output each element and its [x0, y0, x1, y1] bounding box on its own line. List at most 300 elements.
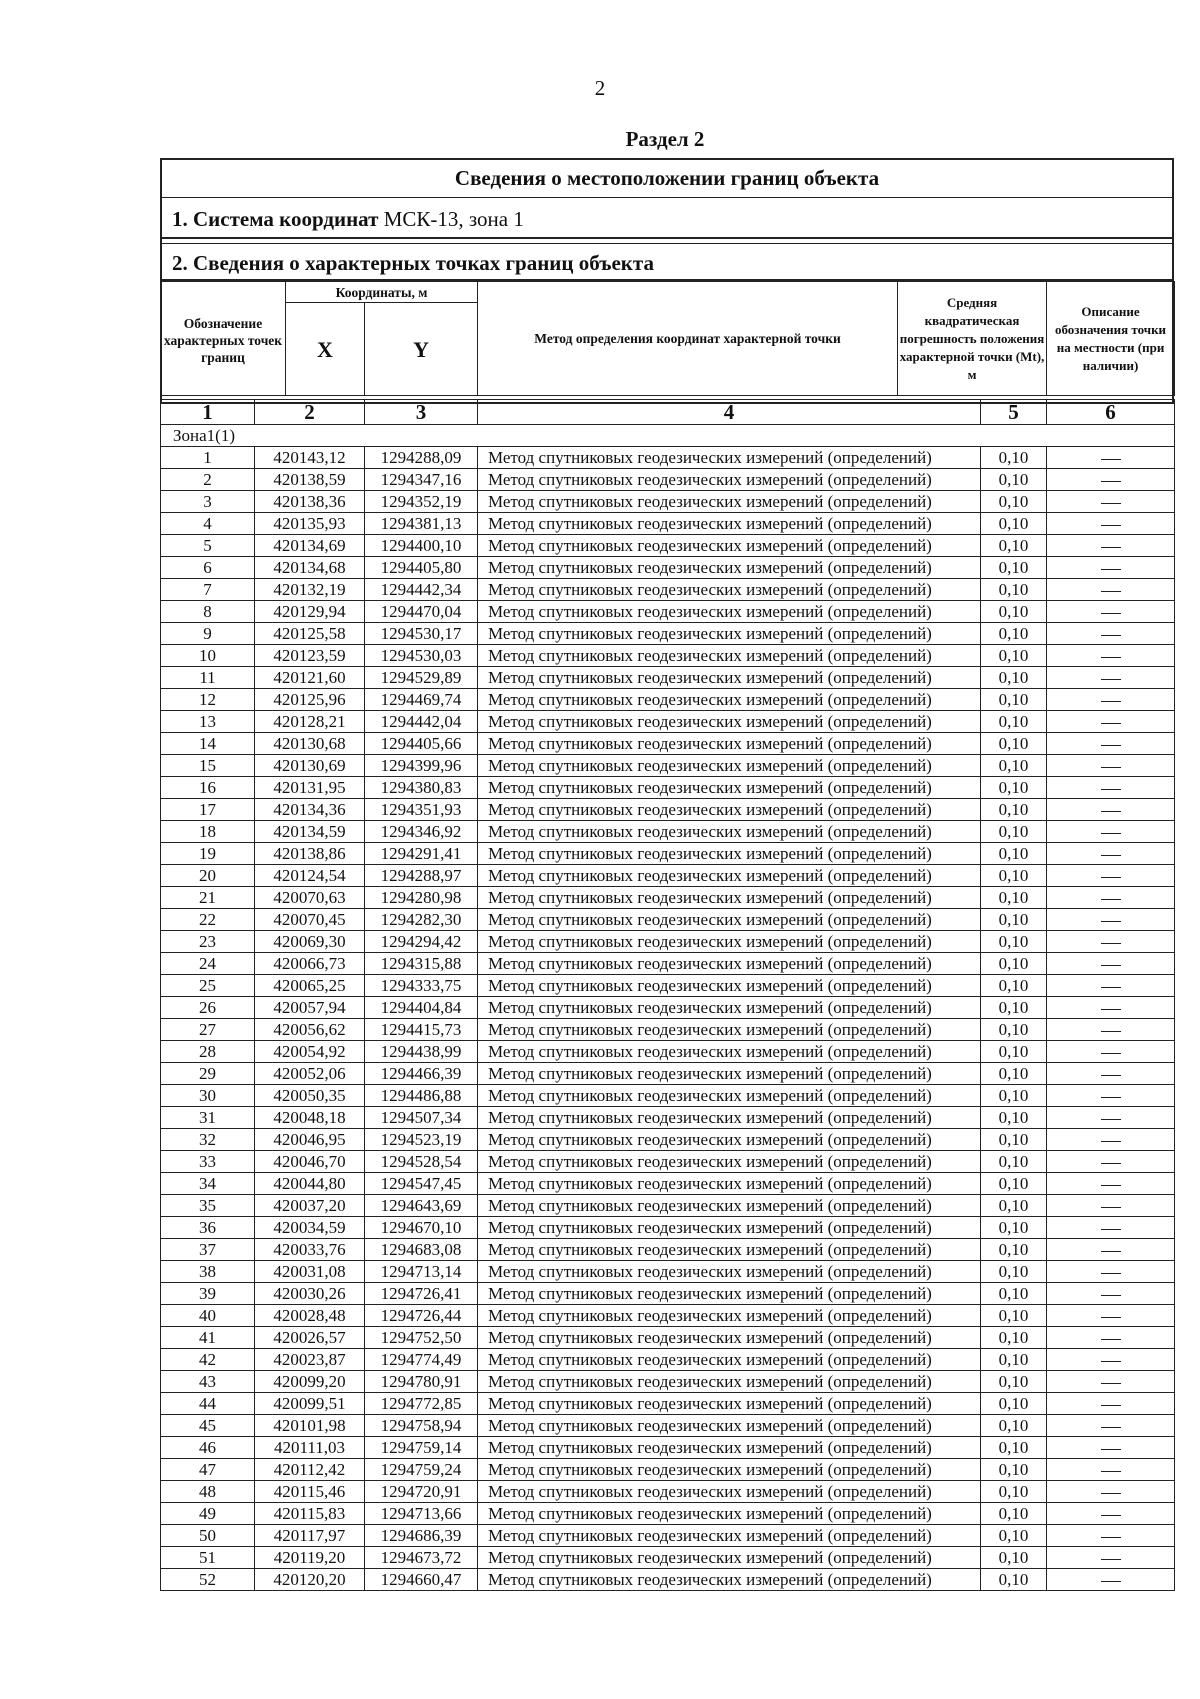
coordinate-system-value: МСК-13, зона 1 [383, 207, 524, 231]
description [1047, 1063, 1175, 1085]
dash-mark [1101, 569, 1121, 570]
coord-y: 1294726,41 [365, 1283, 478, 1305]
coord-x: 420129,94 [255, 601, 365, 623]
description [1047, 1305, 1175, 1327]
coord-x: 420143,12 [255, 447, 365, 469]
method: Метод спутниковых геодезических измерений (определений) [478, 447, 981, 469]
coord-y: 1294759,14 [365, 1437, 478, 1459]
coord-x: 420023,87 [255, 1349, 365, 1371]
coord-x: 420046,70 [255, 1151, 365, 1173]
table-row [161, 1349, 1175, 1371]
point-number: 29 [161, 1063, 255, 1085]
table-row [161, 1173, 1175, 1195]
coord-y: 1294380,83 [365, 777, 478, 799]
accuracy: 0,10 [981, 1393, 1047, 1415]
header-designation: Обозначение характерных точек границ [161, 282, 286, 396]
coord-y: 1294404,84 [365, 997, 478, 1019]
coord-y: 1294673,72 [365, 1547, 478, 1569]
header-coordinates: Координаты, м [286, 282, 478, 303]
point-number: 3 [161, 491, 255, 513]
method: Метод спутниковых геодезических измерений (определений) [478, 579, 981, 601]
coord-x: 420050,35 [255, 1085, 365, 1107]
dash-mark [1101, 1229, 1121, 1230]
method: Метод спутниковых геодезических измерений (определений) [478, 777, 981, 799]
point-number: 48 [161, 1481, 255, 1503]
method: Метод спутниковых геодезических измерений (определений) [478, 623, 981, 645]
method: Метод спутниковых геодезических измерений (определений) [478, 843, 981, 865]
table-row [161, 601, 1175, 623]
dash-mark [1101, 833, 1121, 834]
description [1047, 535, 1175, 557]
coord-y: 1294352,19 [365, 491, 478, 513]
point-number: 42 [161, 1349, 255, 1371]
method: Метод спутниковых геодезических измерений (определений) [478, 1107, 981, 1129]
coord-x: 420070,45 [255, 909, 365, 931]
description [1047, 1041, 1175, 1063]
coord-y: 1294759,24 [365, 1459, 478, 1481]
coord-x: 420037,20 [255, 1195, 365, 1217]
coord-x: 420138,59 [255, 469, 365, 491]
accuracy: 0,10 [981, 579, 1047, 601]
coord-x: 420033,76 [255, 1239, 365, 1261]
coordinate-system [162, 199, 1172, 239]
table-row [161, 799, 1175, 821]
point-number: 37 [161, 1239, 255, 1261]
table-row [161, 491, 1175, 513]
point-number: 51 [161, 1547, 255, 1569]
dash-mark [1101, 1361, 1121, 1362]
table-row [161, 1195, 1175, 1217]
description [1047, 755, 1175, 777]
description [1047, 1195, 1175, 1217]
dash-mark [1101, 1405, 1121, 1406]
accuracy: 0,10 [981, 887, 1047, 909]
table-row [161, 711, 1175, 733]
method: Метод спутниковых геодезических измерений (определений) [478, 1503, 981, 1525]
accuracy: 0,10 [981, 447, 1047, 469]
dash-mark [1101, 789, 1121, 790]
accuracy: 0,10 [981, 975, 1047, 997]
dash-mark [1101, 1493, 1121, 1494]
coord-x: 420125,96 [255, 689, 365, 711]
accuracy: 0,10 [981, 1239, 1047, 1261]
dash-mark [1101, 1207, 1121, 1208]
method: Метод спутниковых геодезических измерений (определений) [478, 821, 981, 843]
method: Метод спутниковых геодезических измерений (определений) [478, 491, 981, 513]
dash-mark [1101, 1097, 1121, 1098]
dash-mark [1101, 1449, 1121, 1450]
point-number: 35 [161, 1195, 255, 1217]
method: Метод спутниковых геодезических измерений (определений) [478, 1063, 981, 1085]
method: Метод спутниковых геодезических измерений (определений) [478, 601, 981, 623]
table-row [161, 623, 1175, 645]
description [1047, 1129, 1175, 1151]
description [1047, 601, 1175, 623]
accuracy: 0,10 [981, 557, 1047, 579]
point-number: 14 [161, 733, 255, 755]
description [1047, 1019, 1175, 1041]
coord-y: 1294288,09 [365, 447, 478, 469]
point-number: 5 [161, 535, 255, 557]
accuracy: 0,10 [981, 1107, 1047, 1129]
coord-y: 1294346,92 [365, 821, 478, 843]
accuracy: 0,10 [981, 755, 1047, 777]
coord-y: 1294528,54 [365, 1151, 478, 1173]
coord-y: 1294470,04 [365, 601, 478, 623]
coord-y: 1294780,91 [365, 1371, 478, 1393]
description [1047, 953, 1175, 975]
point-number: 50 [161, 1525, 255, 1547]
coord-x: 420120,20 [255, 1569, 365, 1591]
method: Метод спутниковых геодезических измерений (определений) [478, 997, 981, 1019]
coord-y: 1294643,69 [365, 1195, 478, 1217]
point-number: 18 [161, 821, 255, 843]
accuracy: 0,10 [981, 1437, 1047, 1459]
column-headers [160, 281, 1175, 396]
dash-mark [1101, 679, 1121, 680]
dash-mark [1101, 1339, 1121, 1340]
coord-x: 420044,80 [255, 1173, 365, 1195]
dash-mark [1101, 1163, 1121, 1164]
coord-y: 1294523,19 [365, 1129, 478, 1151]
description [1047, 1459, 1175, 1481]
dash-mark [1101, 525, 1121, 526]
description [1047, 447, 1175, 469]
point-number: 9 [161, 623, 255, 645]
coord-y: 1294399,96 [365, 755, 478, 777]
point-number: 19 [161, 843, 255, 865]
dash-mark [1101, 1009, 1121, 1010]
dash-mark [1101, 1537, 1121, 1538]
object-title: Сведения о местоположении границ объекта [162, 160, 1172, 198]
table-row [161, 887, 1175, 909]
point-number: 34 [161, 1173, 255, 1195]
dash-mark [1101, 1471, 1121, 1472]
description [1047, 557, 1175, 579]
coord-y: 1294415,73 [365, 1019, 478, 1041]
method: Метод спутниковых геодезических измерений (определений) [478, 1129, 981, 1151]
coord-x: 420115,46 [255, 1481, 365, 1503]
coord-x: 420123,59 [255, 645, 365, 667]
method: Метод спутниковых геодезических измерений (определений) [478, 1459, 981, 1481]
table-row [161, 909, 1175, 931]
table-row [161, 1063, 1175, 1085]
method: Метод спутниковых геодезических измерений (определений) [478, 1569, 981, 1591]
accuracy: 0,10 [981, 535, 1047, 557]
coord-x: 420125,58 [255, 623, 365, 645]
dash-mark [1101, 1515, 1121, 1516]
dash-mark [1101, 1295, 1121, 1296]
table-row [161, 1239, 1175, 1261]
point-number: 33 [161, 1151, 255, 1173]
accuracy: 0,10 [981, 469, 1047, 491]
point-number: 52 [161, 1569, 255, 1591]
description [1047, 865, 1175, 887]
column-number: 3 [365, 400, 478, 425]
accuracy: 0,10 [981, 799, 1047, 821]
point-number: 23 [161, 931, 255, 953]
dash-mark [1101, 1031, 1121, 1032]
coord-y: 1294713,66 [365, 1503, 478, 1525]
dash-mark [1101, 1559, 1121, 1560]
coord-y: 1294400,10 [365, 535, 478, 557]
coord-y: 1294660,47 [365, 1569, 478, 1591]
coord-y: 1294315,88 [365, 953, 478, 975]
coord-y: 1294507,34 [365, 1107, 478, 1129]
coord-x: 420099,20 [255, 1371, 365, 1393]
coord-x: 420124,54 [255, 865, 365, 887]
description [1047, 491, 1175, 513]
description [1047, 1085, 1175, 1107]
point-number: 40 [161, 1305, 255, 1327]
points-table [160, 424, 1175, 1591]
point-number: 47 [161, 1459, 255, 1481]
method: Метод спутниковых геодезических измерений (определений) [478, 667, 981, 689]
coord-x: 420121,60 [255, 667, 365, 689]
coord-x: 420134,59 [255, 821, 365, 843]
table-row [161, 557, 1175, 579]
coord-x: 420026,57 [255, 1327, 365, 1349]
coord-y: 1294530,03 [365, 645, 478, 667]
method: Метод спутниковых геодезических измерений (определений) [478, 535, 981, 557]
description [1047, 1283, 1175, 1305]
coord-x: 420128,21 [255, 711, 365, 733]
method: Метод спутниковых геодезических измерений (определений) [478, 953, 981, 975]
method: Метод спутниковых геодезических измерений (определений) [478, 733, 981, 755]
table-row [161, 469, 1175, 491]
description [1047, 975, 1175, 997]
point-number: 28 [161, 1041, 255, 1063]
description [1047, 1239, 1175, 1261]
point-number: 12 [161, 689, 255, 711]
column-numbers [160, 399, 1175, 425]
dash-mark [1101, 1273, 1121, 1274]
table-row [161, 579, 1175, 601]
header-description: Описание обозначения точки на местности (при наличии) [1047, 282, 1175, 396]
method: Метод спутниковых геодезических измерений (определений) [478, 931, 981, 953]
description [1047, 1217, 1175, 1239]
point-number: 7 [161, 579, 255, 601]
method: Метод спутниковых геодезических измерений (определений) [478, 1349, 981, 1371]
coord-y: 1294333,75 [365, 975, 478, 997]
description [1047, 887, 1175, 909]
dash-mark [1101, 811, 1121, 812]
accuracy: 0,10 [981, 909, 1047, 931]
method: Метод спутниковых геодезических измерений (определений) [478, 1415, 981, 1437]
coord-x: 420052,06 [255, 1063, 365, 1085]
description [1047, 579, 1175, 601]
description [1047, 513, 1175, 535]
coord-y: 1294713,14 [365, 1261, 478, 1283]
method: Метод спутниковых геодезических измерений (определений) [478, 1019, 981, 1041]
coord-x: 420138,86 [255, 843, 365, 865]
table-row [161, 1525, 1175, 1547]
table-row [161, 645, 1175, 667]
description [1047, 1151, 1175, 1173]
description [1047, 1371, 1175, 1393]
coord-y: 1294758,94 [365, 1415, 478, 1437]
accuracy: 0,10 [981, 931, 1047, 953]
coord-x: 420111,03 [255, 1437, 365, 1459]
coord-y: 1294774,49 [365, 1349, 478, 1371]
description [1047, 1437, 1175, 1459]
accuracy: 0,10 [981, 1173, 1047, 1195]
coord-y: 1294291,41 [365, 843, 478, 865]
method: Метод спутниковых геодезических измерений (определений) [478, 1481, 981, 1503]
method: Метод спутниковых геодезических измерений (определений) [478, 689, 981, 711]
description [1047, 799, 1175, 821]
method: Метод спутниковых геодезических измерений (определений) [478, 1525, 981, 1547]
accuracy: 0,10 [981, 843, 1047, 865]
accuracy: 0,10 [981, 1283, 1047, 1305]
point-number: 31 [161, 1107, 255, 1129]
coord-y: 1294686,39 [365, 1525, 478, 1547]
accuracy: 0,10 [981, 1261, 1047, 1283]
table-row [161, 1283, 1175, 1305]
coord-x: 420057,94 [255, 997, 365, 1019]
accuracy: 0,10 [981, 689, 1047, 711]
method: Метод спутниковых геодезических измерений (определений) [478, 865, 981, 887]
accuracy: 0,10 [981, 821, 1047, 843]
accuracy: 0,10 [981, 1349, 1047, 1371]
point-number: 49 [161, 1503, 255, 1525]
point-number: 39 [161, 1283, 255, 1305]
coord-y: 1294442,04 [365, 711, 478, 733]
coord-y: 1294381,13 [365, 513, 478, 535]
table-row [161, 1371, 1175, 1393]
coord-x: 420134,69 [255, 535, 365, 557]
coord-x: 420048,18 [255, 1107, 365, 1129]
table-row [161, 1305, 1175, 1327]
coord-y: 1294547,45 [365, 1173, 478, 1195]
accuracy: 0,10 [981, 645, 1047, 667]
description [1047, 469, 1175, 491]
coord-x: 420069,30 [255, 931, 365, 953]
accuracy: 0,10 [981, 865, 1047, 887]
method: Метод спутниковых геодезических измерений (определений) [478, 1173, 981, 1195]
dash-mark [1101, 657, 1121, 658]
dash-mark [1101, 503, 1121, 504]
accuracy: 0,10 [981, 1415, 1047, 1437]
coord-x: 420130,68 [255, 733, 365, 755]
column-number: 1 [161, 400, 255, 425]
table-row [161, 1085, 1175, 1107]
table-row [161, 447, 1175, 469]
accuracy: 0,10 [981, 1525, 1047, 1547]
dash-mark [1101, 987, 1121, 988]
point-number: 32 [161, 1129, 255, 1151]
dash-mark [1101, 855, 1121, 856]
coord-x: 420101,98 [255, 1415, 365, 1437]
point-number: 8 [161, 601, 255, 623]
coord-x: 420046,95 [255, 1129, 365, 1151]
table-row [161, 1151, 1175, 1173]
coord-y: 1294469,74 [365, 689, 478, 711]
point-number: 25 [161, 975, 255, 997]
accuracy: 0,10 [981, 1569, 1047, 1591]
zone-label: Зона1(1) [161, 425, 1175, 447]
method: Метод спутниковых геодезических измерений (определений) [478, 1371, 981, 1393]
coord-x: 420099,51 [255, 1393, 365, 1415]
coord-y: 1294530,17 [365, 623, 478, 645]
accuracy: 0,10 [981, 733, 1047, 755]
coord-y: 1294683,08 [365, 1239, 478, 1261]
coord-x: 420132,19 [255, 579, 365, 601]
accuracy: 0,10 [981, 513, 1047, 535]
table-row [161, 1415, 1175, 1437]
coord-y: 1294720,91 [365, 1481, 478, 1503]
description [1047, 667, 1175, 689]
point-number: 26 [161, 997, 255, 1019]
description [1047, 1525, 1175, 1547]
description [1047, 777, 1175, 799]
table-row [161, 1327, 1175, 1349]
coord-x: 420054,92 [255, 1041, 365, 1063]
coord-y: 1294294,42 [365, 931, 478, 953]
method: Метод спутниковых геодезических измерений (определений) [478, 887, 981, 909]
accuracy: 0,10 [981, 623, 1047, 645]
table-row [161, 843, 1175, 865]
dash-mark [1101, 899, 1121, 900]
dash-mark [1101, 1581, 1121, 1582]
accuracy: 0,10 [981, 953, 1047, 975]
method: Метод спутниковых геодезических измерений (определений) [478, 1217, 981, 1239]
coord-x: 420131,95 [255, 777, 365, 799]
point-number: 41 [161, 1327, 255, 1349]
point-number: 1 [161, 447, 255, 469]
coord-x: 420119,20 [255, 1547, 365, 1569]
table-row [161, 777, 1175, 799]
dash-mark [1101, 1251, 1121, 1252]
description [1047, 1393, 1175, 1415]
accuracy: 0,10 [981, 491, 1047, 513]
dash-mark [1101, 1317, 1121, 1318]
coord-x: 420056,62 [255, 1019, 365, 1041]
point-number: 43 [161, 1371, 255, 1393]
method: Метод спутниковых геодезических измерений (определений) [478, 1041, 981, 1063]
coord-x: 420115,83 [255, 1503, 365, 1525]
dash-mark [1101, 1427, 1121, 1428]
accuracy: 0,10 [981, 1371, 1047, 1393]
table-row [161, 1107, 1175, 1129]
coord-x: 420134,36 [255, 799, 365, 821]
method: Метод спутниковых геодезических измерений (определений) [478, 1547, 981, 1569]
description [1047, 1349, 1175, 1371]
coord-y: 1294347,16 [365, 469, 478, 491]
accuracy: 0,10 [981, 1459, 1047, 1481]
description [1047, 689, 1175, 711]
dash-mark [1101, 547, 1121, 548]
coord-x: 420031,08 [255, 1261, 365, 1283]
accuracy: 0,10 [981, 1327, 1047, 1349]
coord-x: 420034,59 [255, 1217, 365, 1239]
accuracy: 0,10 [981, 1547, 1047, 1569]
dash-mark [1101, 723, 1121, 724]
point-number: 4 [161, 513, 255, 535]
table-row [161, 1547, 1175, 1569]
coord-y: 1294405,66 [365, 733, 478, 755]
point-number: 17 [161, 799, 255, 821]
dash-mark [1101, 591, 1121, 592]
description [1047, 1261, 1175, 1283]
coord-y: 1294726,44 [365, 1305, 478, 1327]
accuracy: 0,10 [981, 997, 1047, 1019]
description [1047, 843, 1175, 865]
zone-row [161, 425, 1175, 447]
table-row [161, 821, 1175, 843]
dash-mark [1101, 1383, 1121, 1384]
dash-mark [1101, 1141, 1121, 1142]
